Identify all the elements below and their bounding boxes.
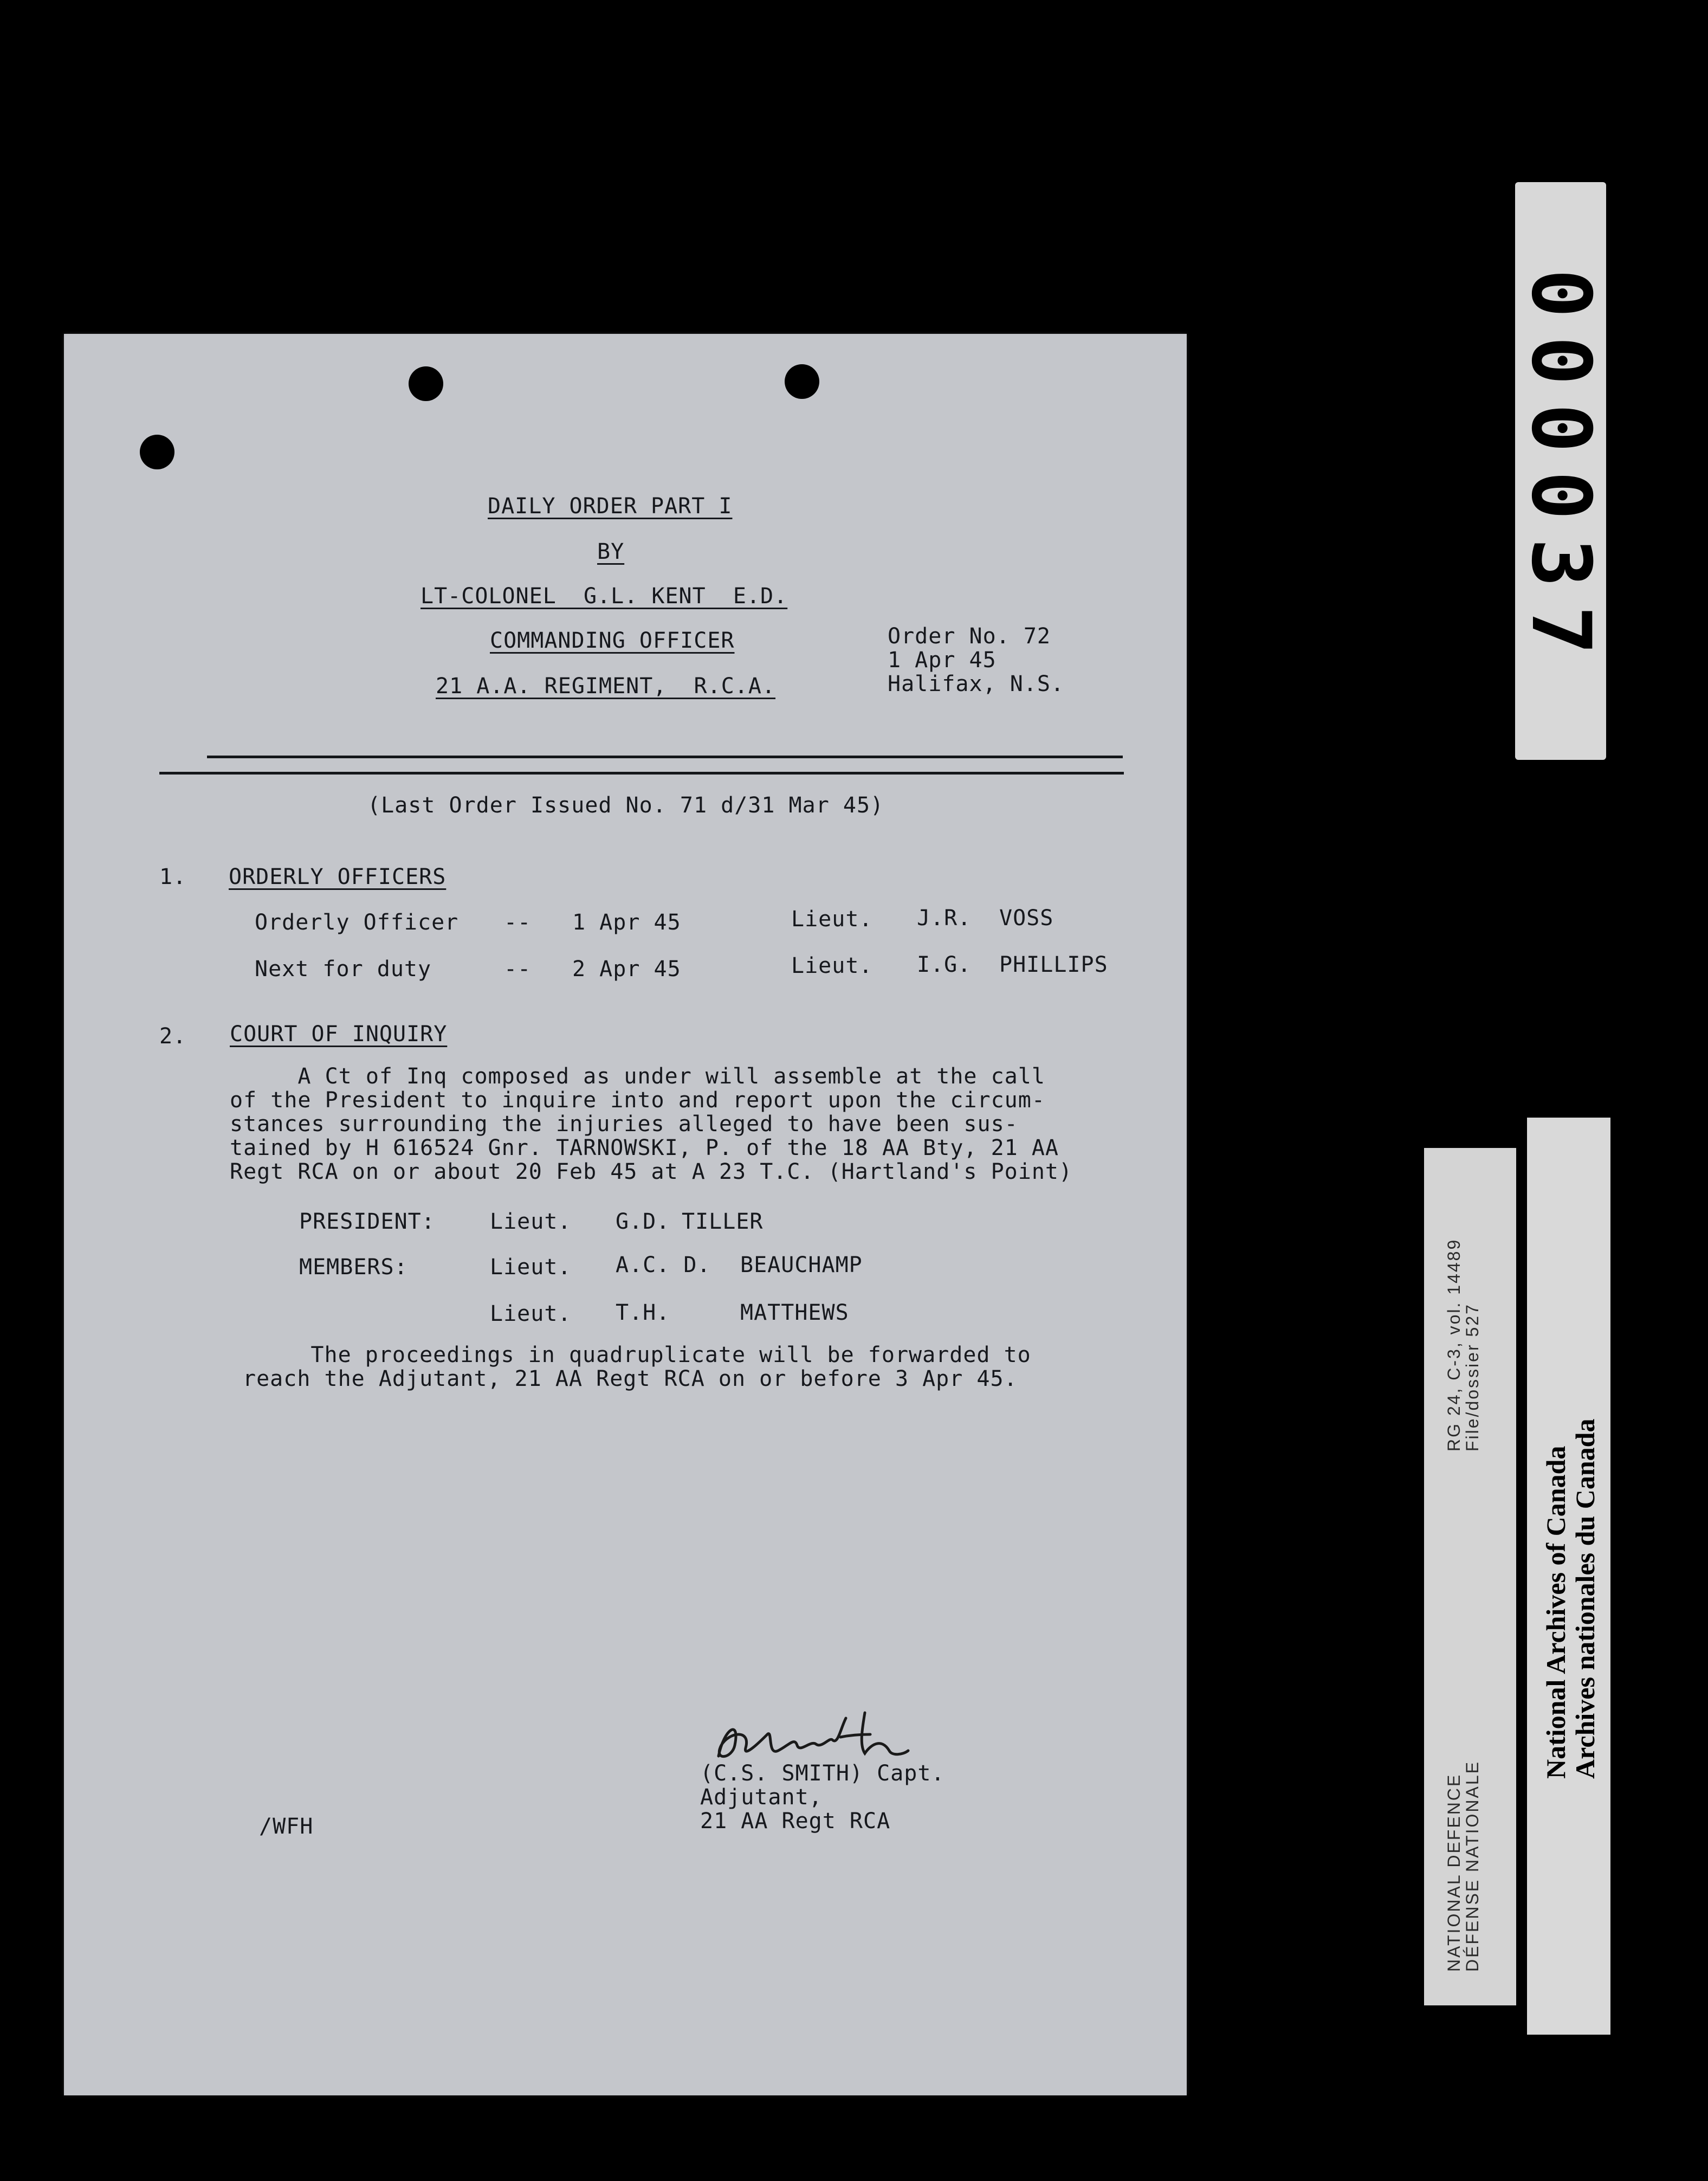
duty-name: PHILLIPS: [999, 952, 1108, 977]
duty-initials: I.G.: [917, 952, 972, 977]
paragraph-line: Regt RCA on or about 20 Feb 45 at A 23 T.C. (Hartland's Point): [230, 1159, 1073, 1184]
section-number: 1.: [159, 864, 187, 889]
department-line-fr: DÉFENSE NATIONALE: [1463, 1760, 1482, 1972]
duty-rank: Lieut.: [791, 907, 873, 932]
president-label: PRESIDENT:: [299, 1209, 435, 1234]
member-rank: Lieut.: [490, 1209, 572, 1234]
duty-dash: --: [504, 957, 532, 982]
frame-number: 000037: [1513, 269, 1608, 673]
commander-title: COMMANDING OFFICER: [490, 628, 735, 653]
paragraph-line: stances surrounding the injuries alleged to have been sus-: [230, 1112, 1018, 1137]
punch-hole: [785, 364, 819, 399]
file-dossier-ref: File/dossier 527: [1463, 1303, 1482, 1451]
order-by: BY: [597, 539, 625, 564]
divider-line: [207, 756, 1123, 758]
regiment-name: 21 A.A. REGIMENT, R.C.A.: [436, 674, 776, 699]
signatory-unit: 21 AA Regt RCA: [700, 1809, 891, 1834]
duty-initials: J.R.: [917, 906, 972, 931]
duty-name: VOSS: [999, 906, 1054, 931]
typist-initials: /WFH: [259, 1814, 314, 1839]
punch-hole: [409, 366, 443, 401]
paragraph-line: A Ct of Inq composed as under will assemble at the call: [230, 1064, 1045, 1089]
document-page: [64, 334, 1187, 2095]
member-rank: Lieut.: [490, 1255, 572, 1280]
duty-rank: Lieut.: [791, 953, 873, 978]
paragraph-line: tained by H 616524 Gnr. TARNOWSKI, P. of the 18 AA Bty, 21 AA: [230, 1135, 1059, 1160]
member-name: BEAUCHAMP: [740, 1253, 863, 1277]
duty-date: 2 Apr 45: [572, 957, 681, 982]
archives-name-en: National Archives of Canada: [1541, 1446, 1571, 1779]
archive-reference-strip: [1424, 1148, 1516, 2005]
order-date: 1 Apr 45: [888, 648, 997, 673]
national-archives-strip: [1527, 1118, 1610, 2035]
members-label: MEMBERS:: [299, 1255, 408, 1280]
record-group-ref: RG 24, C-3, vol. 14489: [1444, 1238, 1464, 1451]
divider-line: [159, 772, 1124, 775]
closing-line: The proceedings in quadruplicate will be forwarded to: [243, 1343, 1031, 1367]
department-line-en: NATIONAL DEFENCE: [1444, 1773, 1464, 1972]
last-order-note: (Last Order Issued No. 71 d/31 Mar 45): [367, 793, 884, 818]
member-initials: T.H.: [616, 1300, 670, 1325]
punch-hole: [140, 435, 174, 469]
section-title: ORDERLY OFFICERS: [229, 864, 447, 889]
member-name: TILLER: [682, 1209, 764, 1234]
duty-dash: --: [504, 910, 532, 935]
member-name: MATTHEWS: [740, 1300, 849, 1325]
section-number: 2.: [159, 1024, 187, 1049]
frame-number-stamp: [1515, 182, 1606, 760]
order-place: Halifax, N.S.: [888, 672, 1065, 696]
paragraph-line: of the President to inquire into and report upon the circum-: [230, 1088, 1045, 1113]
duty-role: Next for duty: [255, 957, 432, 982]
section-title: COURT OF INQUIRY: [230, 1022, 448, 1047]
member-initials: A.C. D.: [616, 1253, 711, 1277]
duty-role: Orderly Officer: [255, 910, 459, 935]
duty-date: 1 Apr 45: [572, 910, 681, 935]
closing-line: reach the Adjutant, 21 AA Regt RCA on or before 3 Apr 45.: [243, 1366, 1018, 1391]
signatory-title: Adjutant,: [700, 1785, 823, 1810]
member-initials: G.D.: [616, 1209, 670, 1234]
signatory-name: (C.S. SMITH) Capt.: [700, 1761, 945, 1786]
order-title: DAILY ORDER PART I: [488, 494, 733, 519]
member-rank: Lieut.: [490, 1301, 572, 1326]
archives-name-fr: Archives nationales du Canada: [1570, 1418, 1600, 1779]
handwritten-signature: [702, 1707, 930, 1772]
commander-name: LT-COLONEL G.L. KENT E.D.: [420, 584, 788, 609]
order-number: Order No. 72: [888, 624, 1051, 649]
